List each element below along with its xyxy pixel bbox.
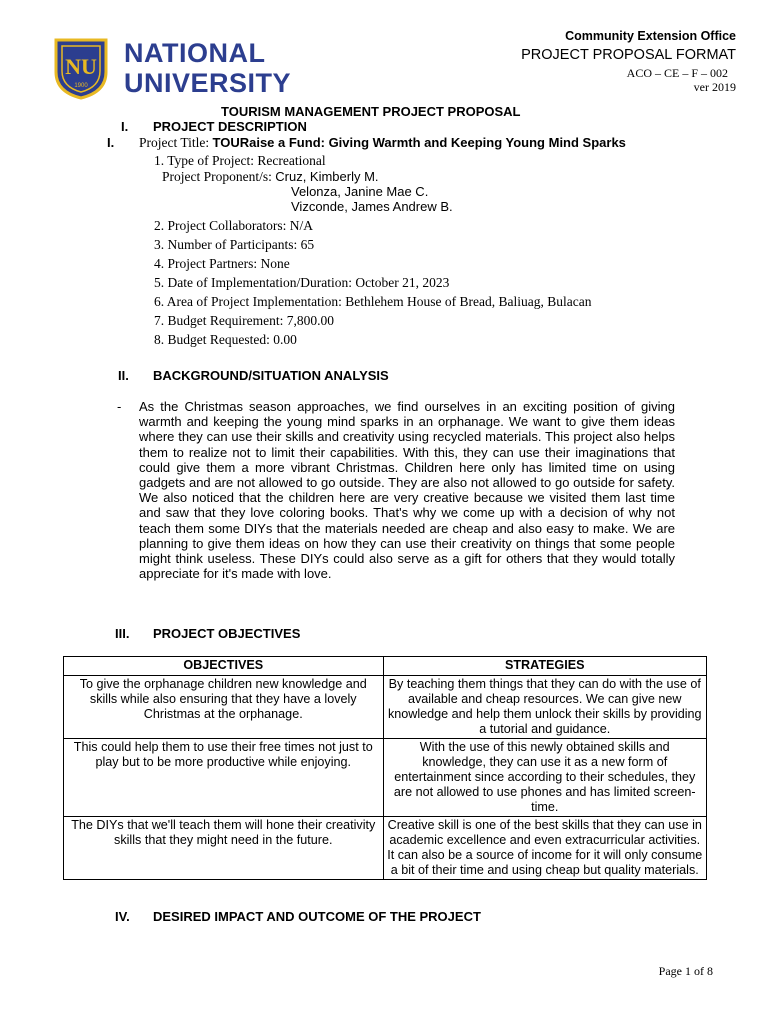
background-paragraph: As the Christmas season approaches, we find ourselves in an exciting position of giving warmth and keeping the young mind sparks in an orphanage. We want to give them ideas where they can use their skills and creativity using recycled materials. This project also helps them to realize not to limit their capabilities. With this, they can use their imaginations that could give them a more vibrant Christmas. Children here only has limited time on using gadgets and are not allowed to go outside. They are also not allowed to go outside for safety. We also noticed that the children here are very creative because we visited them last time and saw that they love coloring books. That's why we come up with a decision of why not teach them some DIYs that the materials needed are cheap and also easy to make. We are planning to give them ideas on how they can use their creativity on things that some people might think useless. These DIYs could also serve as a gift for others that they would totally appreciate for it's made with love. — [139, 399, 675, 582]
strategies-column-header: STRATEGIES — [383, 657, 707, 676]
bullet-dash: - — [117, 399, 122, 414]
form-code: ACO – CE – F – 002 — [626, 66, 728, 80]
list-item: 5. Date of Implementation/Duration: October 21, 2023 — [154, 275, 450, 290]
objective-cell: The DIYs that we'll teach them will hone their creativity skills that they might need in the future. — [64, 817, 384, 880]
list-item: 3. Number of Participants: 65 — [154, 237, 315, 252]
project-title-numeral: I. — [107, 135, 115, 150]
strategy-cell: Creative skill is one of the best skills that they can use in academic excellence and even extracurricular activities. It can also be a source of income for it will only consume a bit of their time and using cheap but quality materials. — [383, 817, 707, 880]
university-name — [124, 38, 291, 98]
table-header-row — [64, 657, 707, 676]
strategy-cell: By teaching them things that they can do with the use of available and cheap resources. We can give new knowledge and help them unlock their skills by providing a tutorial and guidance. — [383, 676, 707, 739]
section1-heading: PROJECT DESCRIPTION — [153, 119, 307, 134]
list-item: 7. Budget Requirement: 7,800.00 — [154, 313, 334, 328]
university-name-line2: UNIVERSITY — [124, 68, 292, 98]
section4-numeral: IV. — [115, 909, 130, 924]
objective-cell: To give the orphanage children new knowledge and skills while also ensuring that they have a lovely Christmas at the orphanage. — [64, 676, 384, 739]
list-item: 6. Area of Project Implementation: Bethlehem House of Bread, Baliuag, Bulacan — [154, 294, 592, 309]
section3-heading: PROJECT OBJECTIVES — [153, 626, 301, 641]
table-row — [64, 676, 707, 739]
list-item: 2. Project Collaborators: N/A — [154, 218, 313, 233]
table-row — [64, 817, 707, 880]
table-row — [64, 739, 707, 817]
form-version: ver 2019 — [693, 80, 736, 94]
section1-numeral: I. — [121, 119, 129, 134]
section2-heading: BACKGROUND/SITUATION ANALYSIS — [153, 368, 389, 383]
section3-numeral: III. — [115, 626, 130, 641]
proponent-3: Vizconde, James Andrew B. — [291, 199, 453, 214]
office-name: Community Extension Office — [565, 29, 736, 43]
page-number: Page 1 of 8 — [658, 964, 713, 978]
svg-text:NU: NU — [65, 54, 97, 79]
project-title-value: TOURaise a Fund: Giving Warmth and Keeping Young Mind Sparks — [212, 135, 626, 150]
objective-cell: This could help them to use their free times not just to play but to be more productive while enjoying. — [64, 739, 384, 817]
proponent-2: Velonza, Janine Mae C. — [291, 184, 429, 199]
section4-heading: DESIRED IMPACT AND OUTCOME OF THE PROJECT — [153, 909, 481, 924]
project-title-label: Project Title: — [139, 135, 213, 150]
svg-text:1900: 1900 — [74, 83, 88, 89]
university-seal-logo — [52, 34, 110, 100]
format-title: PROJECT PROPOSAL FORMAT — [521, 47, 736, 63]
proponent-label: Project Proponent/s: — [162, 169, 276, 184]
list-item: 4. Project Partners: None — [154, 256, 290, 271]
list-item: 8. Budget Requested: 0.00 — [154, 332, 297, 347]
objectives-column-header: OBJECTIVES — [64, 657, 384, 676]
strategy-cell: With the use of this newly obtained skills and knowledge, they can use it as a new form of entertainment since according to their schedules, they are not allowed to use phones and has limited screen-time. — [383, 739, 707, 817]
proponent-1: Cruz, Kimberly M. — [275, 169, 379, 184]
document-title: TOURISM MANAGEMENT PROJECT PROPOSAL — [221, 104, 521, 119]
section2-numeral: II. — [118, 368, 129, 383]
university-name-line1: NATIONAL — [124, 38, 266, 68]
objectives-table — [63, 656, 707, 880]
project-type: 1. Type of Project: Recreational — [154, 153, 326, 168]
project-title-line — [139, 134, 626, 152]
